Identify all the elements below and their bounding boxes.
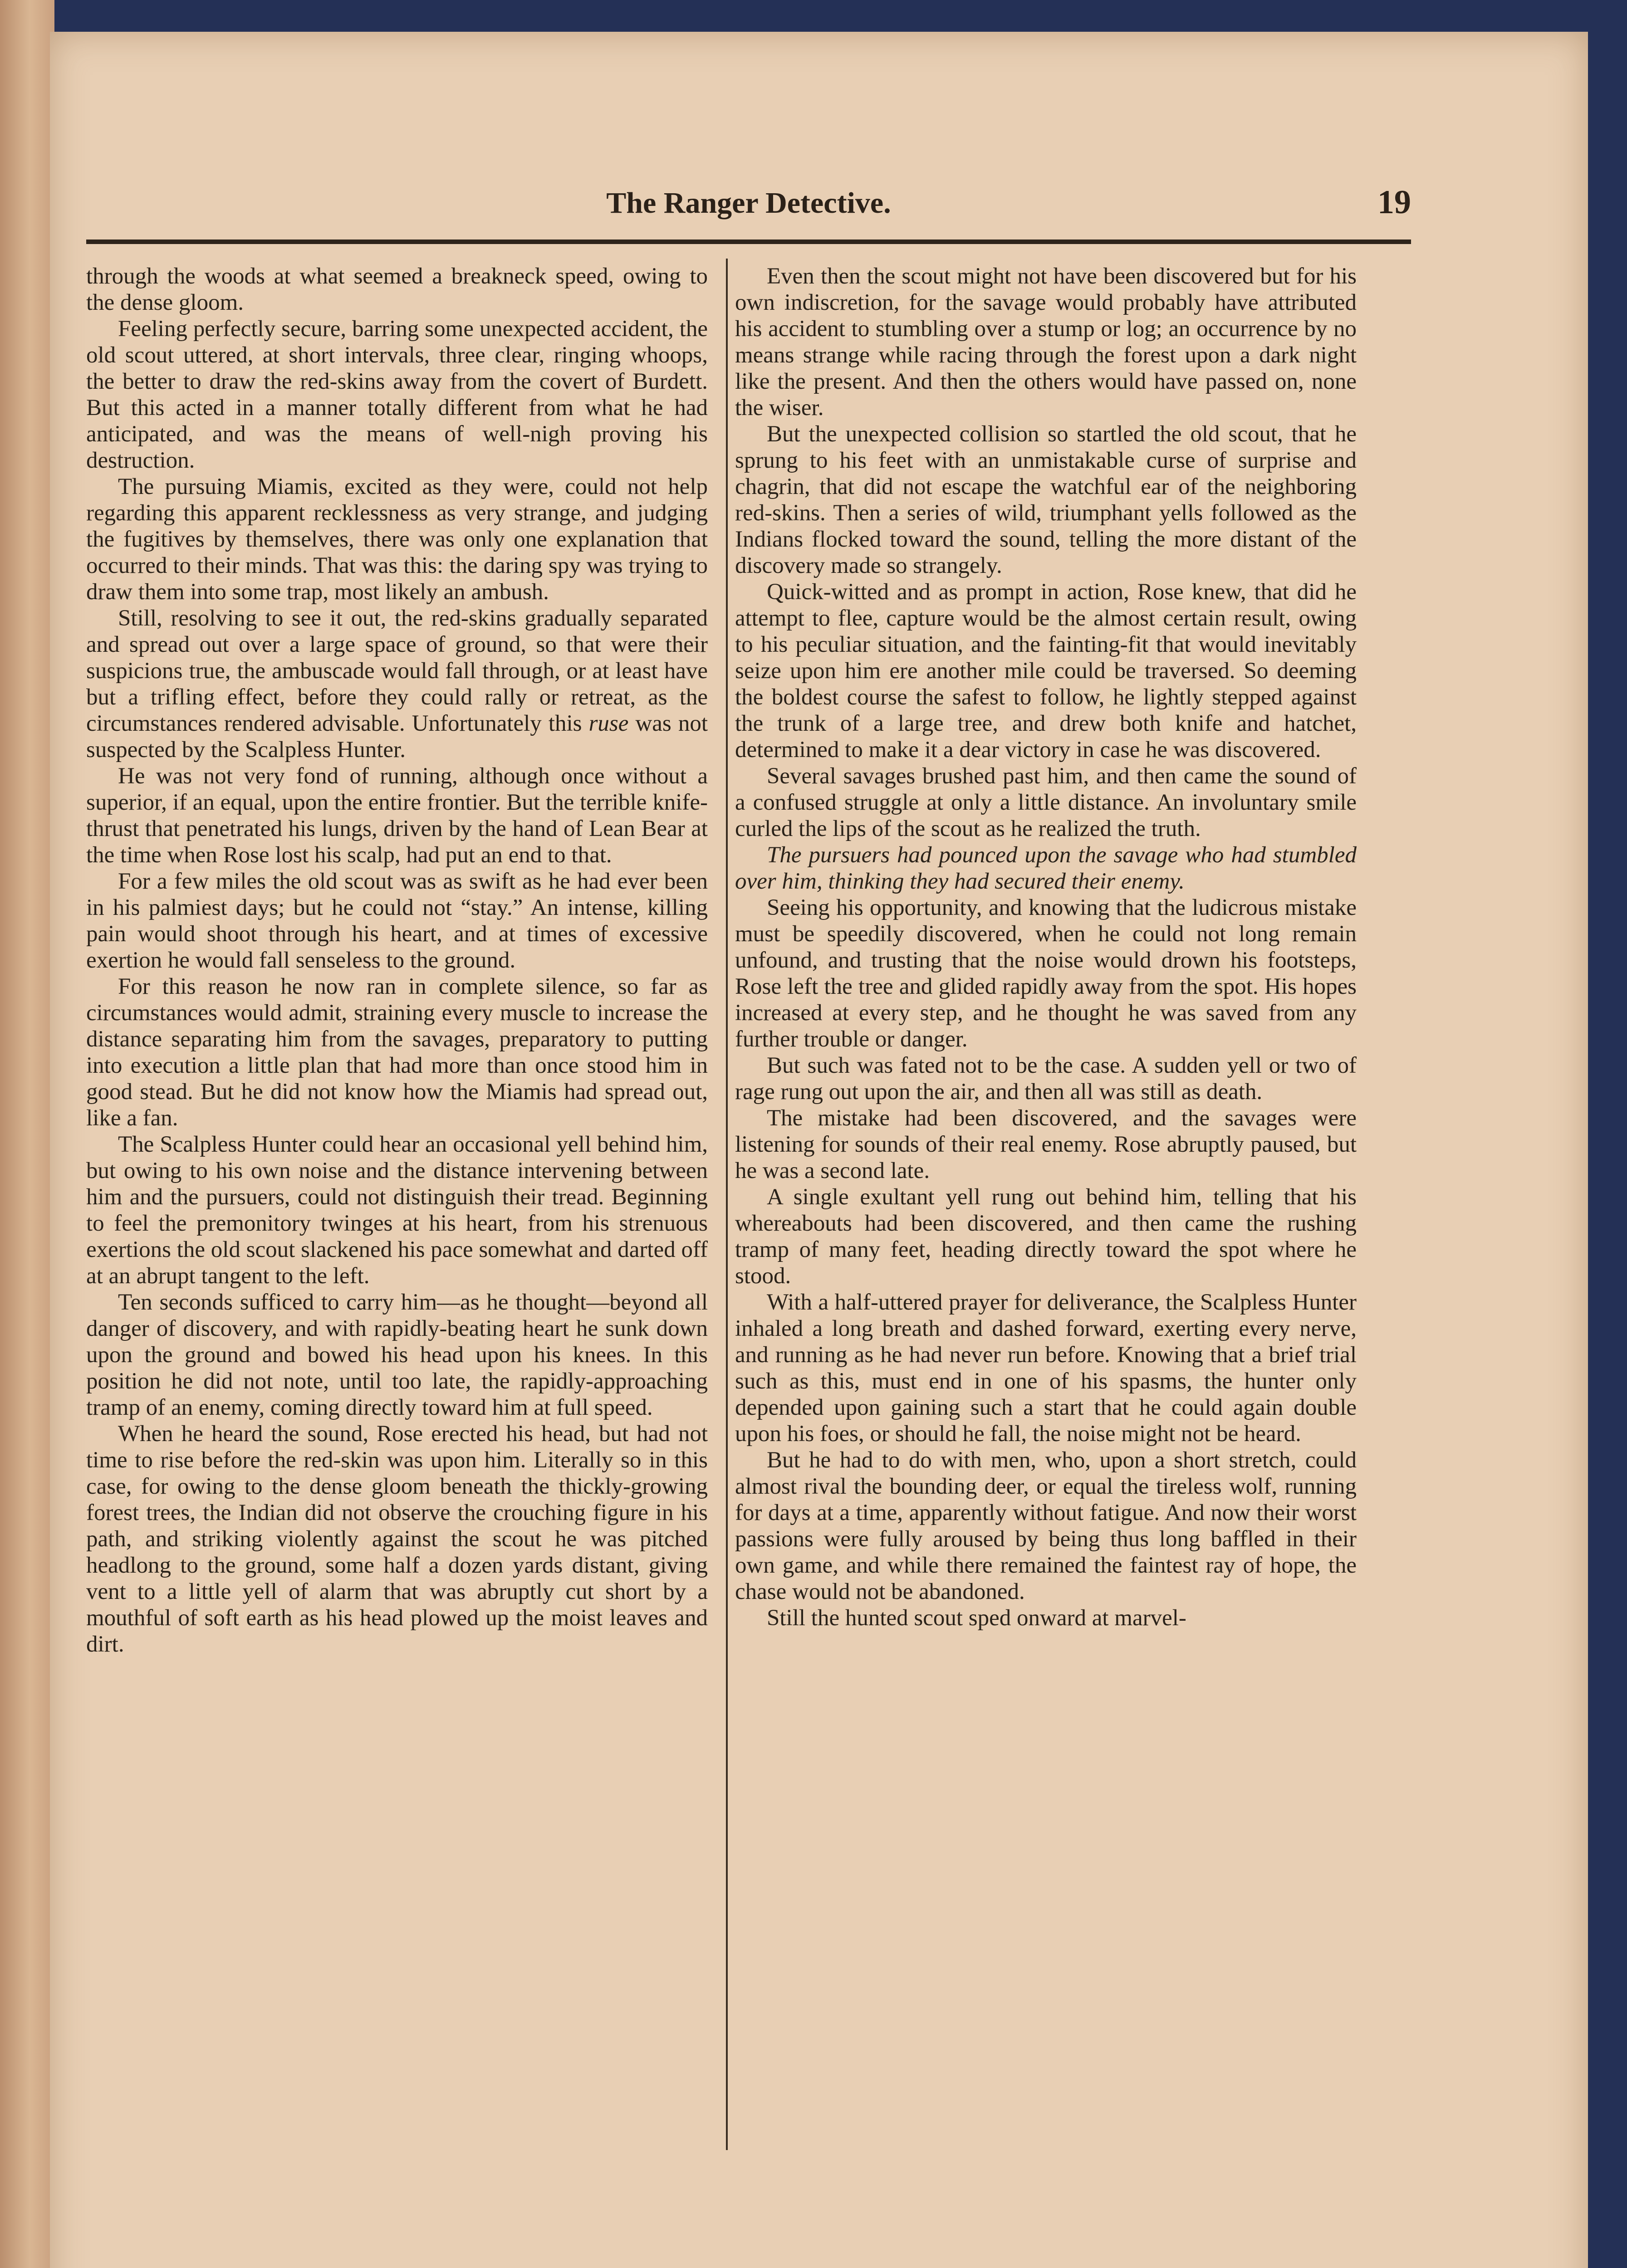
- page-header: [86, 163, 1411, 231]
- paragraph: [735, 1605, 1357, 1631]
- paragraph: [735, 579, 1357, 763]
- column-divider: [726, 259, 728, 2150]
- paragraph-text: Even then the scout might not have been discovered but for his own indiscretion, for the savage would probably have attributed his accident to stumbling over a stump or log; an occurrence by no means strange while racing through the forest upon a dark night like the present. And then the others would have passed on, none the wiser.: [735, 264, 1357, 420]
- header-rule: [86, 240, 1411, 244]
- paragraph: [86, 605, 708, 763]
- paragraph-text: The mistake had been discovered, and the savages were listening for sounds of their real enemy. Rose abruptly paused, but he was a second late.: [735, 1105, 1357, 1183]
- paragraph-text: The pursuing Miamis, excited as they were, could not help regarding this apparent recklessness as very strange, and judging the fugitives by themselves, there was only one explanation that occurred to their minds. That was this: the daring spy was trying to draw them into some trap, most likely an ambush.: [86, 474, 708, 605]
- paragraph: [86, 474, 708, 605]
- paragraph-text: When he heard the sound, Rose erected his head, but had not time to rise before the red-skin was upon him. Literally so in this case, for owing to the dense gloom beneath the thickly-growing forest trees, the Indian did not observe the crouching figure in his path, and striking violently against the scout he was pitched headlong to the ground, some half a dozen yards distant, giving vent to a little yell of alarm that was abruptly cut short by a mouthful of soft earth as his head plowed up the moist leaves and dirt.: [86, 1421, 708, 1657]
- italic-text: ruse: [588, 711, 629, 736]
- paragraph-text: For a few miles the old scout was as swift as he had ever been in his palmiest days; but he could not “stay.” An intense, killing pain would shoot through his heart, and at times of excessive exertion he would fall senseless to the ground.: [86, 869, 708, 973]
- paragraph-text: But such was fated not to be the case. A sudden yell or two of rage rung out upon the air, and then all was still as death.: [735, 1053, 1357, 1105]
- paragraph: [735, 1289, 1357, 1447]
- paragraph: [735, 763, 1357, 842]
- paragraph: [86, 763, 708, 868]
- paragraph: [86, 316, 708, 474]
- paragraph-text: A single exultant yell rung out behind him, telling that his whereabouts had been discovered, and then came the rushing tramp of many feet, heading directly toward the spot where he stood.: [735, 1184, 1357, 1289]
- paragraph: [735, 1447, 1357, 1605]
- paragraph: [735, 1184, 1357, 1289]
- paragraph: [86, 263, 708, 316]
- paragraph: [86, 1131, 708, 1289]
- paragraph-text-after: was not suspected by the Scalpless Hunter.: [86, 711, 708, 763]
- paragraph: [735, 894, 1357, 1052]
- paragraph-text: Feeling perfectly secure, barring some unexpected accident, the old scout uttered, at short intervals, three clear, ringing whoops, the better to draw the red-skins away from the covert of Burdett. But this acted in a manner totally different from what he had anticipated, and was the means of well-nigh proving his destruction.: [86, 316, 708, 473]
- paragraph: [86, 1421, 708, 1657]
- running-title: The Ranger Detective.: [606, 186, 891, 220]
- paragraph-text: With a half-uttered prayer for deliverance, the Scalpless Hunter inhaled a long breath and dashed forward, exerting every nerve, and running as he had never run before. Knowing that a brief trial such as this, must end in one of his spasms, the hunter only depended upon gaining such a start that he could again double upon his foes, or should he fall, the noise might not be heard.: [735, 1290, 1357, 1447]
- paragraph-text: Still the hunted scout sped onward at marvel-: [767, 1605, 1186, 1631]
- paragraph-text: Ten seconds sufficed to carry him—as he thought—beyond all danger of discovery, and with rapidly-beating heart he sunk down upon the ground and bowed his head upon his knees. In this position he did not note, until too late, the rapidly-approaching tramp of an enemy, coming directly toward him at full speed.: [86, 1290, 708, 1420]
- paragraph: [735, 263, 1357, 421]
- paragraph-text: Still, resolving to see it out, the red-skins gradually separated and spread out over a large space of ground, so that were their suspicions true, the ambuscade would fall through, or at least have but a trifling effect, before they could rally or retreat, as the circumstances rendered advisable. Unfortunately this: [86, 606, 708, 736]
- binding-spine: [0, 0, 54, 2268]
- paragraph: [735, 842, 1357, 894]
- paragraph-text: Seeing his opportunity, and knowing that the ludicrous mistake must be speedily discovered, when he could not long remain unfound, and trusting that the noise would drown his footsteps, Rose left the tree and glided rapidly away from the spot. His hopes increased at every step, and he thought he was saved from any further trouble or danger.: [735, 895, 1357, 1052]
- left-column: [86, 263, 708, 1657]
- paragraph-text: Several savages brushed past him, and then came the sound of a confused struggle at only a little distance. An involuntary smile curled the lips of the scout as he realized the truth.: [735, 763, 1357, 841]
- paragraph-text: But he had to do with men, who, upon a short stretch, could almost rival the bounding deer, or equal the tireless wolf, running for days at a time, apparently without fatigue. And now their worst passions were fully aroused by being thus long baffled in their own game, and while there remained the faintest ray of hope, the chase would not be abandoned.: [735, 1447, 1357, 1604]
- paragraph-text: He was not very fond of running, although once without a superior, if an equal, upon the entire frontier. But the terrible knife-thrust that penetrated his lungs, driven by the hand of Lean Bear at the time when Rose lost his scalp, had put an end to that.: [86, 763, 708, 868]
- right-column: [735, 263, 1357, 1631]
- paragraph: [735, 1052, 1357, 1105]
- paragraph-text: Quick-witted and as prompt in action, Rose knew, that did he attempt to flee, capture would be the almost certain result, owing to his peculiar situation, and the fainting-fit that would inevitably seize upon him ere another mile could be traversed. So deeming the boldest course the safest to follow, he lightly stepped against the trunk of a large tree, and drew both knife and hatchet, determined to make it a dear victory in case he was discovered.: [735, 579, 1357, 763]
- italic-text: The pursuers had pounced upon the savage who had stumbled over him, thinking they had secured their enemy.: [735, 842, 1357, 894]
- paragraph-text: The Scalpless Hunter could hear an occasional yell behind him, but owing to his own noise and the distance intervening between him and the pursuers, could not distinguish their tread. Beginning to feel the premonitory twinges at his heart, from his strenuous exertions the old scout slackened his pace somewhat and darted off at an abrupt tangent to the left.: [86, 1132, 708, 1289]
- paragraph: [86, 1289, 708, 1421]
- paragraph-text: But the unexpected collision so startled the old scout, that he sprung to his feet with an unmistakable curse of surprise and chagrin, that did not escape the watchful ear of the neighboring red-skins. Then a series of wild, triumphant yells followed as the Indians flocked toward the sound, telling the more distant of the discovery made so strangely.: [735, 421, 1357, 578]
- paragraph-text: For this reason he now ran in complete silence, so far as circumstances would admit, straining every muscle to increase the distance separating him from the savages, preparatory to putting into execution a little plan that had more than once stood him in good stead. But he did not know how the Miamis had spread out, like a fan.: [86, 974, 708, 1131]
- page-number: 19: [1377, 184, 1411, 221]
- paragraph: [735, 421, 1357, 579]
- paragraph-text: through the woods at what seemed a breakneck speed, owing to the dense gloom.: [86, 264, 708, 315]
- paragraph: [86, 973, 708, 1131]
- paragraph: [735, 1105, 1357, 1184]
- paragraph: [86, 868, 708, 973]
